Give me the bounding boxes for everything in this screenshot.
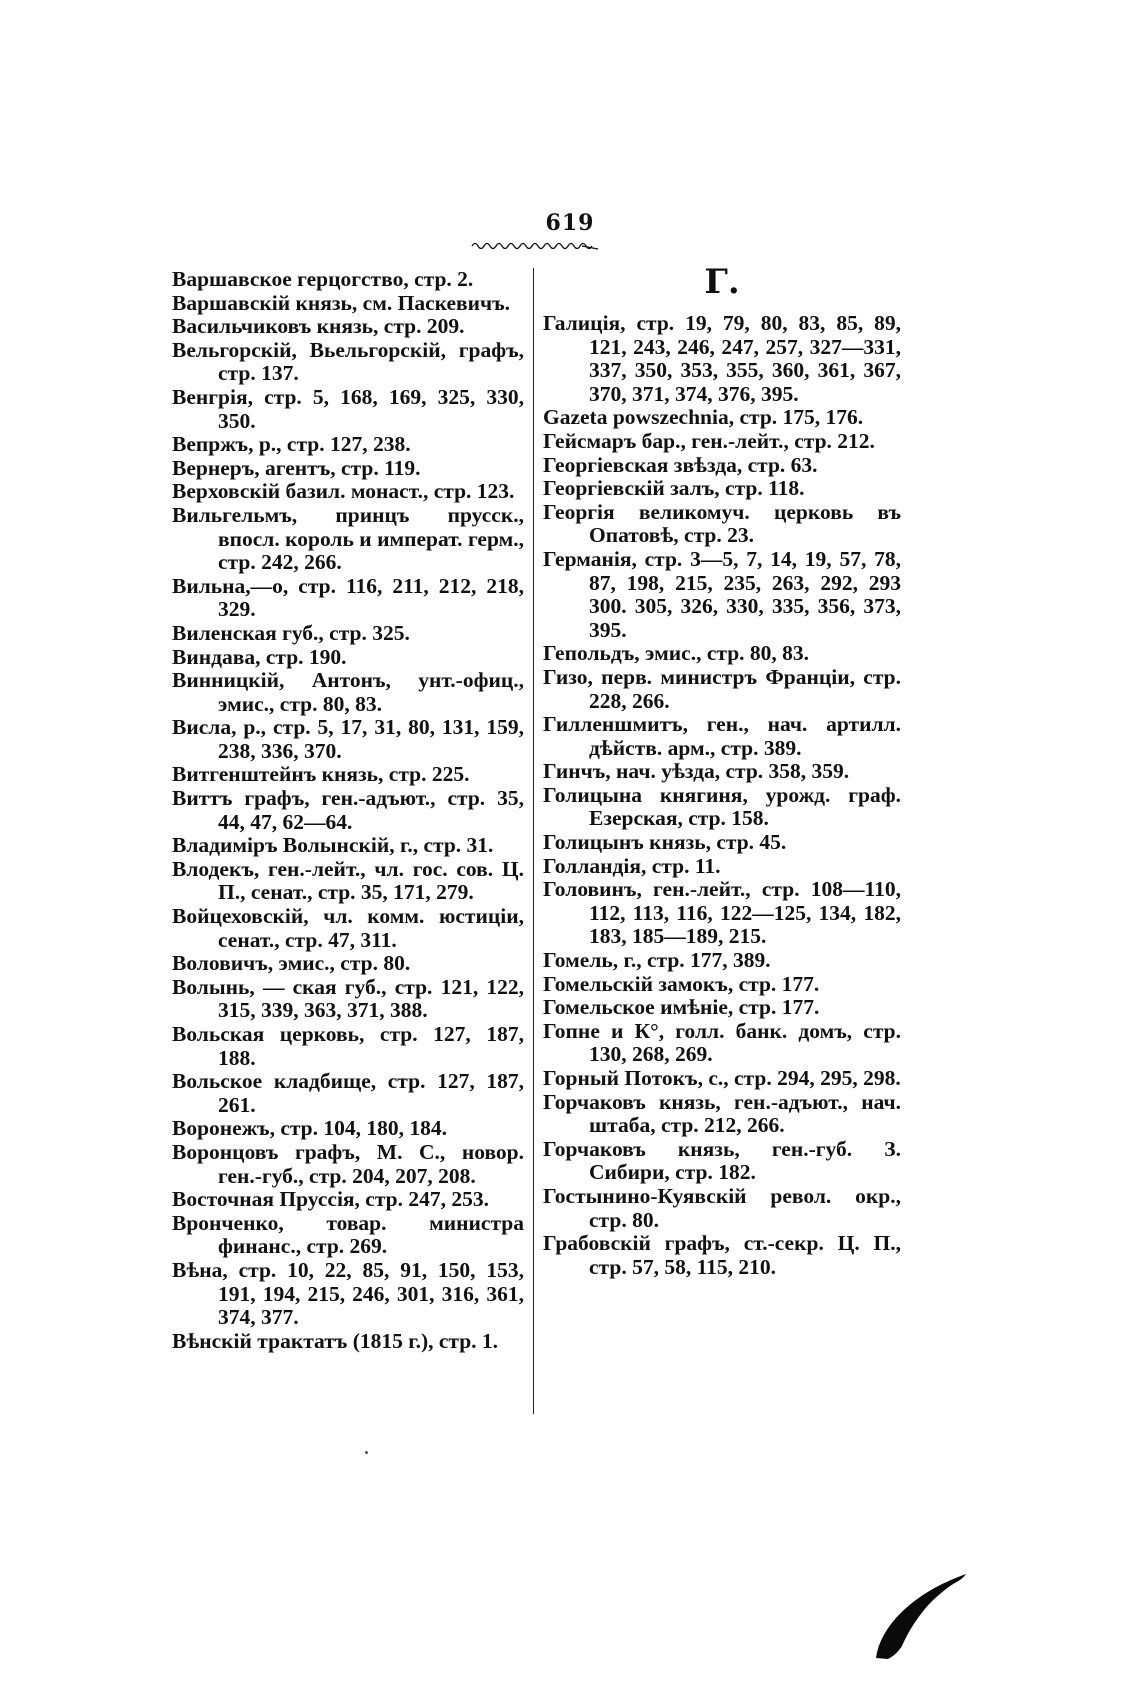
column-divider <box>533 268 534 1414</box>
index-entry: Георгіевская звѣзда, стр. 63. <box>543 452 818 477</box>
index-entry: Висла, р., стр. 5, 17, 31, 80, 131, 159, 238, 336, 370. <box>172 715 524 763</box>
index-entry: Горный Потокъ, с., стр. 294, 295, 298. <box>543 1066 901 1090</box>
index-entry: Венгрія, стр. 5, 168, 169, 325, 330, 350. <box>172 384 524 433</box>
index-entry: Верховскій базил. монаст., стр. 123. <box>172 479 515 504</box>
index-entry: Гизо, перв. министръ Франціи, стр. 228, 266. <box>543 664 901 713</box>
index-entry: Вѣнскій трактатъ (1815 г.), стр. 1. <box>172 1328 499 1353</box>
index-entry: Гомельское имѣніе, стр. 177. <box>543 995 820 1020</box>
print-speck <box>365 1451 368 1454</box>
index-entry: Виндава, стр. 190. <box>172 644 347 669</box>
index-entry: Виленская губ., стр. 325. <box>172 620 410 645</box>
index-entry: Вернеръ, агентъ, стр. 119. <box>172 455 421 480</box>
index-entry: Войцеховскій, чл. комм. юстиціи, сенат., стр. 47, 311. <box>172 904 524 952</box>
index-entry: Вѣна, стр. 10, 22, 85, 91, 150, 153, 191, 194, 215, 246, 301, 316, 361, 374, 377. <box>172 1257 524 1330</box>
index-entry: Горчаковъ князь, ген.-губ. З. Сибири, стр. 182. <box>543 1136 901 1185</box>
index-entry: Вронченко, товар. министра финанс., стр. 269. <box>172 1210 524 1259</box>
index-entry: Горчаковъ князь, ген.-адъют., нач. штаба, стр. 212, 266. <box>543 1089 901 1138</box>
index-entry: Гейсмаръ бар., ген.-лейт., стр. 212. <box>543 428 875 453</box>
index-entry: Гостынино-Куявскій револ. окр., стр. 80. <box>543 1183 901 1232</box>
index-entry: Гинчъ, нач. уѣзда, стр. 358, 359. <box>543 759 850 784</box>
index-entry: Гомельскій замокъ, стр. 177. <box>543 971 820 996</box>
index-entry: Гилленшмитъ, ген., нач. артилл. дѣйств. арм., стр. 389. <box>543 712 901 760</box>
page-number: 619 <box>545 210 595 236</box>
index-entry: Винницкій, Антонъ, унт.-офиц., эмис., стр. 80, 83. <box>172 668 524 716</box>
index-entry: Гомель, г., стр. 177, 389. <box>543 948 771 973</box>
index-entry: Васильчиковъ князь, стр. 209. <box>172 314 465 339</box>
index-entry: Воронежъ, стр. 104, 180, 184. <box>172 1116 448 1141</box>
index-entry: Виттъ графъ, ген.-адъют., стр. 35, 44, 47, 62—64. <box>172 786 524 834</box>
index-entry: Гопне и К°, голл. банк. домъ, стр. 130, 268, 269. <box>543 1018 901 1067</box>
index-entry: Волынь, — ская губ., стр. 121, 122, 315, 339, 363, 371, 388. <box>172 974 524 1023</box>
index-entry: Gazeta powszechnia, стр. 175, 176. <box>543 405 864 430</box>
index-entry: Воловичъ, эмис., стр. 80. <box>172 951 411 976</box>
index-entry: Витгенштейнъ князь, стр. 225. <box>172 762 470 787</box>
index-entry: Вильгельмъ, принцъ прусск., впосл. король и императ. герм., стр. 242, 266. <box>172 502 524 575</box>
index-entry: Воронцовъ графъ, М. С., новор. ген.-губ., стр. 204, 207, 208. <box>172 1139 524 1188</box>
pen-mark-scribble <box>872 1572 968 1660</box>
index-entry: Восточная Пруссія, стр. 247, 253. <box>172 1187 489 1212</box>
index-entry: Вольское кладбище, стр. 127, 187, 261. <box>172 1069 524 1117</box>
index-entry: Голландія, стр. 11. <box>543 853 721 878</box>
index-entry: Владиміръ Волынскій, г., стр. 31. <box>172 833 494 858</box>
index-entry: Георгія великомуч. церковь въ Опатовѣ, стр. 23. <box>543 499 901 548</box>
index-entry: Германія, стр. 3—5, 7, 14, 19, 57, 78, 87, 198, 215, 235, 263, 292, 293 300. 305, 326, 330, 335, 356, 373, 395. <box>543 546 901 642</box>
index-entry: Варшавское герцогство, стр. 2. <box>172 267 474 291</box>
index-entry: Гепольдъ, эмис., стр. 80, 83. <box>543 641 810 666</box>
right-column <box>543 262 901 1279</box>
section-heading-letter: Г. <box>704 262 740 302</box>
index-entry: Вольская церковь, стр. 127, 187, 188. <box>172 1022 524 1070</box>
index-entry: Георгіевскій залъ, стр. 118. <box>543 476 805 501</box>
index-entry: Голицынъ князь, стр. 45. <box>543 830 787 855</box>
index-entry: Грабовскій графъ, ст.-секр. Ц. П., стр. 57, 58, 115, 210. <box>543 1231 901 1279</box>
index-entry: Галиція, стр. 19, 79, 80, 83, 85, 89, 121, 243, 246, 247, 257, 327—331, 337, 350, 353, 355, 360, 361, 367, 370, 371, 374, 376, 395. <box>543 311 901 406</box>
left-column <box>172 268 524 1353</box>
index-entry: Вельгорскій, Вьельгорскій, графъ, стр. 137. <box>172 337 524 386</box>
index-entry: Вильна,—о, стр. 116, 211, 212, 218, 329. <box>172 573 524 622</box>
index-entry: Головинъ, ген.-лейт., стр. 108—110, 112, 113, 116, 122—125, 134, 182, 183, 185—189, 215. <box>543 877 901 949</box>
index-entry: Влодекъ, ген.-лейт., чл. гос. сов. Ц. П., сенат., стр. 35, 171, 279. <box>172 856 524 905</box>
index-entry: Голицына княгиня, урожд. граф. Езерская, стр. 158. <box>543 782 901 831</box>
index-entry: Вепржъ, р., стр. 127, 238. <box>172 432 411 457</box>
wavy-rule-ornament <box>470 238 600 252</box>
index-entry: Варшавскій князь, см. Паскевичъ. <box>172 290 511 315</box>
